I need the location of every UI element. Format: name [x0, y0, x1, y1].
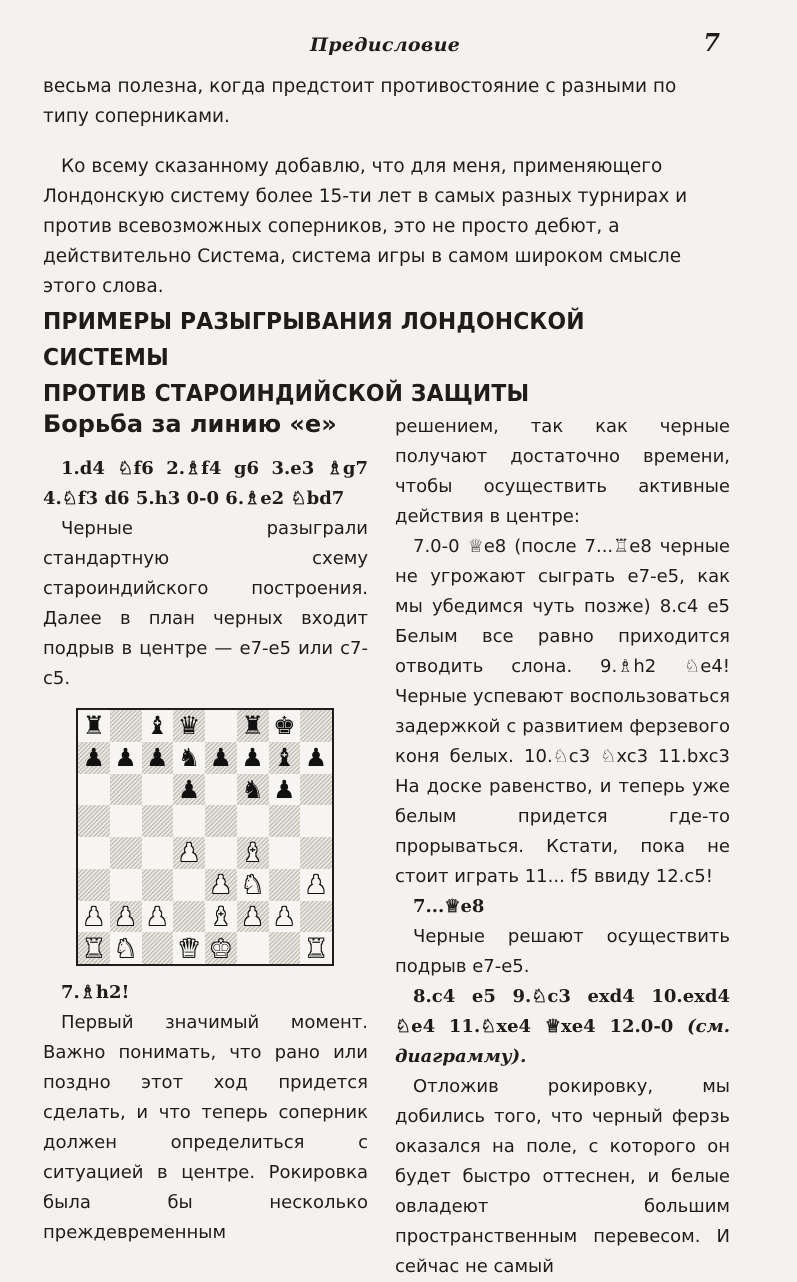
board-square	[78, 805, 110, 837]
board-square	[78, 932, 110, 964]
white-pawn-icon: ♟	[304, 870, 328, 900]
white-pawn-icon: ♟	[82, 901, 106, 931]
board-square	[237, 901, 269, 933]
board-square	[142, 932, 174, 964]
board-square	[300, 837, 332, 869]
page-number: 7	[703, 28, 720, 57]
board-square	[300, 901, 332, 933]
board-square	[237, 710, 269, 742]
board-square	[269, 932, 301, 964]
board-square	[110, 742, 142, 774]
black-knight-icon: ♞	[177, 743, 201, 773]
board-square	[205, 837, 237, 869]
body-paragraph: Черные решают осуществить подрыв е7-е5.	[395, 926, 730, 977]
board-square	[78, 710, 110, 742]
board-square	[269, 710, 301, 742]
black-pawn-icon: ♟	[241, 743, 264, 773]
board-square	[142, 837, 174, 869]
white-pawn-icon: ♟	[241, 901, 264, 931]
board-square	[205, 901, 237, 933]
body-paragraph: решением, так как черные получают достаточно времени, чтобы осуществить активные действия в центре:	[395, 416, 730, 527]
board-square	[78, 869, 110, 901]
board-square	[205, 710, 237, 742]
board-square	[173, 805, 205, 837]
board-square	[269, 805, 301, 837]
chapter-title	[43, 303, 685, 411]
chapter-title-line-2: ПРОТИВ СТАРОИНДИЙСКОЙ ЗАЩИТЫ	[43, 379, 530, 407]
board-square	[173, 774, 205, 806]
board-square	[237, 932, 269, 964]
board-square	[300, 774, 332, 806]
board-square	[78, 774, 110, 806]
board-square	[173, 742, 205, 774]
board-square	[300, 710, 332, 742]
black-king-icon: ♚	[273, 711, 296, 741]
intro-paragraph-2: Ко всему сказанному добавлю, что для меня, применяющего Лондонскую систему более 15-ти лет в самых разных турнирах и против всевозможных соперников, это не просто дебют, а действительно Система, система игры в самом широком смысле этого слова.	[43, 156, 688, 297]
board-square	[173, 837, 205, 869]
black-knight-icon: ♞	[241, 774, 264, 804]
board-square	[110, 932, 142, 964]
board-square	[78, 901, 110, 933]
board-square	[205, 774, 237, 806]
black-rook-icon: ♜	[82, 711, 106, 741]
board-square	[142, 901, 174, 933]
black-pawn-icon: ♟	[177, 774, 201, 804]
board-square	[110, 805, 142, 837]
moves-line	[395, 982, 730, 1072]
board-square	[205, 805, 237, 837]
board-square	[110, 774, 142, 806]
white-pawn-icon: ♟	[177, 838, 201, 868]
board-square	[300, 869, 332, 901]
chess-board	[76, 708, 334, 966]
white-bishop-icon: ♝	[241, 838, 264, 868]
board-square	[142, 869, 174, 901]
board-square	[269, 742, 301, 774]
board-square	[110, 837, 142, 869]
black-bishop-icon: ♝	[273, 743, 296, 773]
board-square	[110, 901, 142, 933]
board-square	[173, 869, 205, 901]
moves-line: 7...♕e8	[413, 896, 485, 917]
board-square	[269, 869, 301, 901]
board-square	[142, 805, 174, 837]
board-square	[173, 932, 205, 964]
white-rook-icon: ♜	[304, 933, 328, 963]
chapter-title-line-1: ПРИМЕРЫ РАЗЫГРЫВАНИЯ ЛОНДОНСКОЙ СИСТЕМЫ	[43, 307, 585, 371]
black-pawn-icon: ♟	[146, 743, 169, 773]
running-title: Предисловие	[310, 34, 461, 56]
white-pawn-icon: ♟	[146, 901, 169, 931]
black-queen-icon: ♛	[177, 711, 201, 741]
moves-note: (см. диаграмму).	[395, 1016, 730, 1067]
body-paragraph: 7.0-0 ♕e8 (после 7...♖e8 черные не угрожают сыграть е7-е5, как мы убедимся чуть позже) 8.c4 e5 Белым все равно приходится отводить слона. 9.♗h2 ♘e4! Черные успевают воспользоваться задержкой с развитием ферзевого коня белых. 10.♘c3 ♘xc3 11.bxc3 На доске равенство, и теперь уже белым придется где-то прорываться. Кстати, пока не стоит играть 11... f5 ввиду 12.c5!	[395, 536, 730, 887]
board-square	[205, 869, 237, 901]
board-square	[269, 774, 301, 806]
board-square	[300, 932, 332, 964]
black-pawn-icon: ♟	[114, 743, 137, 773]
board-square	[237, 774, 269, 806]
white-pawn-icon: ♟	[114, 901, 137, 931]
left-column	[43, 408, 368, 1248]
board-square	[142, 774, 174, 806]
board-square	[110, 869, 142, 901]
board-square	[142, 710, 174, 742]
board-square	[78, 742, 110, 774]
board-square	[237, 742, 269, 774]
running-header	[310, 28, 750, 60]
board-square	[173, 901, 205, 933]
board-square	[237, 869, 269, 901]
board-square	[269, 837, 301, 869]
board-square	[205, 932, 237, 964]
intro-paragraph-1: весьма полезна, когда предстоит противостояние с разными по типу соперниками.	[43, 76, 677, 127]
white-bishop-icon: ♝	[209, 901, 233, 931]
board-square	[237, 805, 269, 837]
right-column	[395, 412, 730, 1282]
white-rook-icon: ♜	[82, 933, 106, 963]
white-pawn-icon: ♟	[273, 901, 296, 931]
white-knight-icon: ♞	[241, 870, 264, 900]
board-square	[300, 742, 332, 774]
board-square	[205, 742, 237, 774]
body-paragraph: Отложив рокировку, мы добились того, что черный ферзь оказался на поле, с которого он будет быстро оттеснен, и белые овладеют большим пространственным перевесом. И сейчас не самый	[395, 1076, 730, 1277]
black-pawn-icon: ♟	[209, 743, 233, 773]
board-square	[142, 742, 174, 774]
white-knight-icon: ♞	[114, 933, 137, 963]
body-paragraph: Черные разыграли стандартную схему староиндийского построения. Далее в план черных входит подрыв в центре — е7-е5 или с7-с5.	[43, 518, 368, 689]
body-paragraph: Первый значимый момент. Важно понимать, что рано или поздно этот ход придется сделать, и что теперь соперник должен определиться с ситуацией в центре. Рокировка была бы несколько преждевременным	[43, 1012, 368, 1243]
moves-line: 7.♗h2!	[61, 982, 130, 1003]
white-pawn-icon: ♟	[209, 870, 233, 900]
white-queen-icon: ♛	[177, 933, 201, 963]
board-square	[173, 710, 205, 742]
black-bishop-icon: ♝	[146, 711, 169, 741]
black-pawn-icon: ♟	[304, 743, 328, 773]
black-pawn-icon: ♟	[82, 743, 106, 773]
board-square	[110, 710, 142, 742]
moves-text: 8.c4 e5 9.♘c3 exd4 10.exd4 ♘e4 11.♘xe4 ♕xe4 12.0-0	[395, 986, 730, 1037]
board-square	[300, 805, 332, 837]
black-rook-icon: ♜	[241, 711, 264, 741]
white-king-icon: ♚	[209, 933, 233, 963]
board-square	[269, 901, 301, 933]
moves-line: 1.d4 ♘f6 2.♗f4 g6 3.e3 ♗g7 4.♘f3 d6 5.h3 0-0 6.♗e2 ♘bd7	[43, 458, 368, 509]
board-square	[237, 837, 269, 869]
board-square	[78, 837, 110, 869]
section-title: Борьба за линию «е»	[43, 410, 337, 438]
chess-diagram	[76, 708, 334, 966]
black-pawn-icon: ♟	[273, 774, 296, 804]
